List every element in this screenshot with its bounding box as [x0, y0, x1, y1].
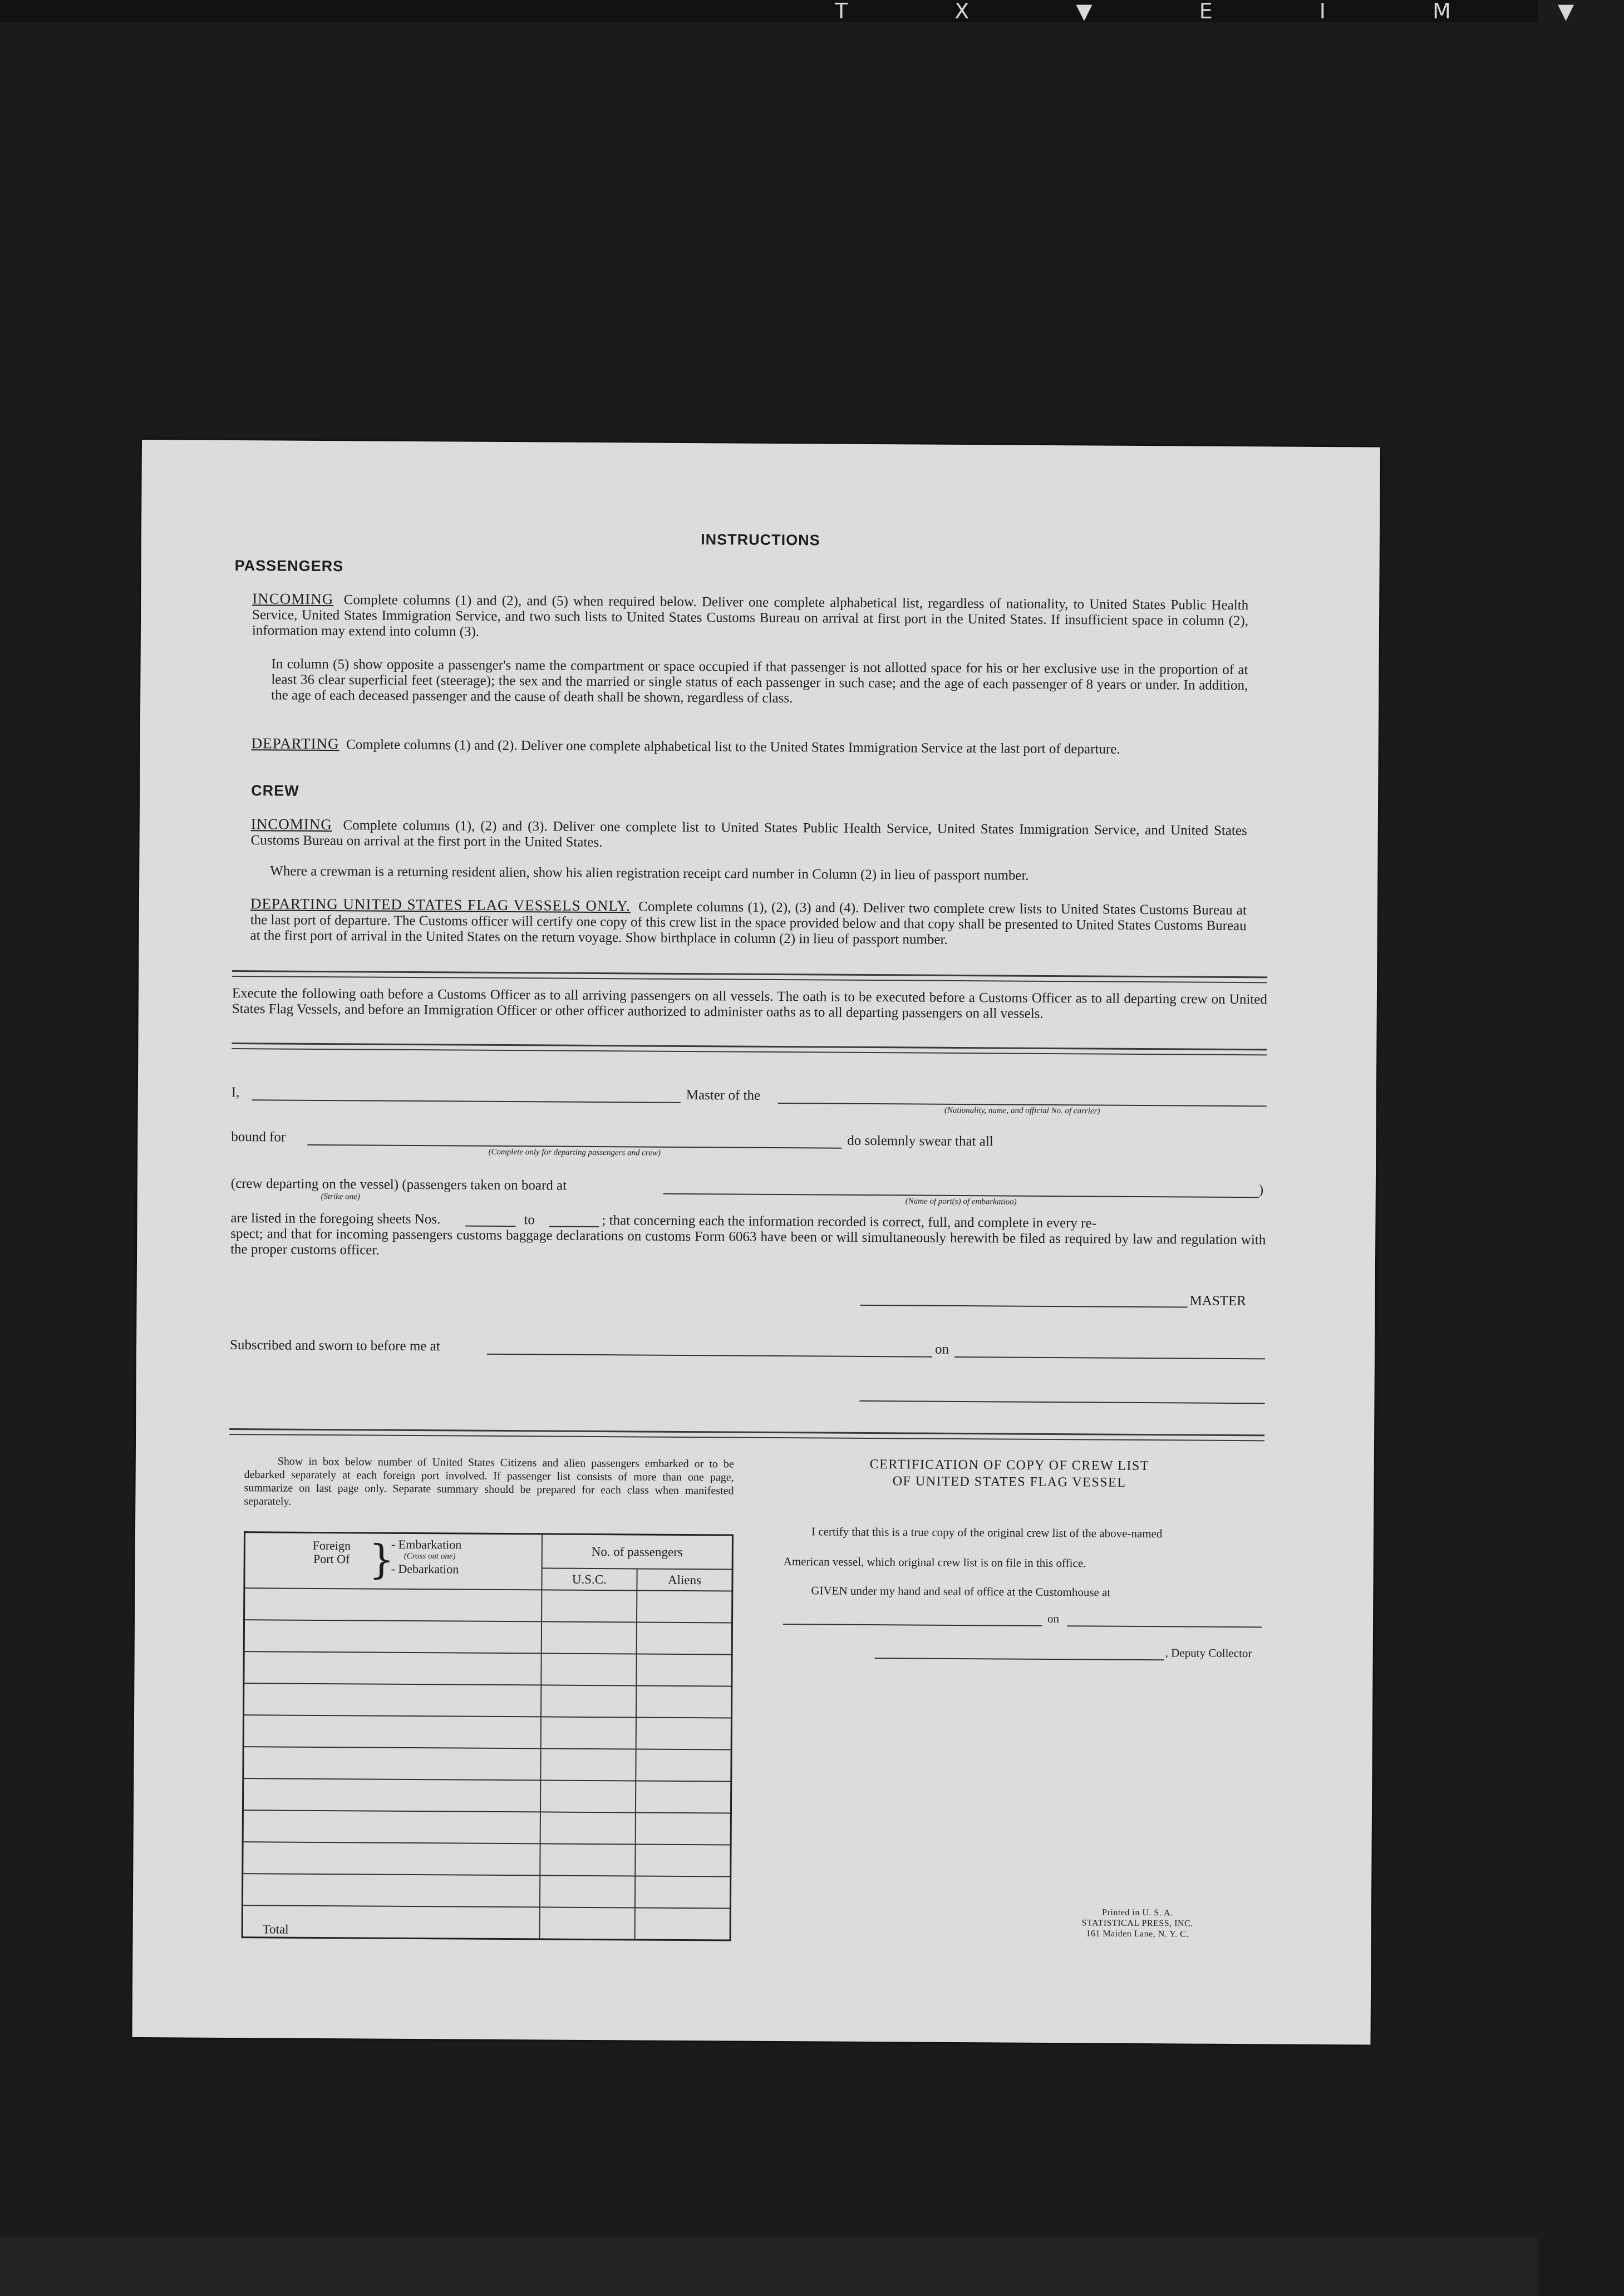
certification-heading-2: OF UNITED STATES FLAG VESSEL — [892, 1474, 1126, 1490]
port-cell[interactable] — [244, 1620, 542, 1653]
aliens-cell[interactable] — [636, 1749, 731, 1781]
column5-paragraph: In column (5) show opposite a passenger's name the compartment or space occupied if that passenger is not allotted space for his or her exclusive use in the proportion of at least 36 clear superficial feet (steerage); the sex and the married or single status of each passenger in such case; and the age of each passenger of 8 years or under. In addition, the age of each deceased passenger and the cause of death shall be shown, regardless of class. — [271, 656, 1248, 706]
cert-date-field[interactable] — [1067, 1625, 1262, 1628]
departing-label: DEPARTING — [251, 735, 339, 753]
listed-to: to — [524, 1212, 535, 1228]
sheet-from-field[interactable] — [465, 1226, 515, 1227]
summary-intro: Show in box below number of United States Citizens and alien passengers embarked or to be debarked separately at each foreign port involved. If passenger list consists of more than one page, summarize on last page only. Separate summary should be prepared for each class when manifested separately. — [244, 1455, 734, 1508]
ports-hint: (Name of port(s) of embarkation) — [905, 1197, 1017, 1207]
table-row — [243, 1778, 731, 1813]
port-cell[interactable] — [244, 1588, 542, 1621]
sheet-to-field[interactable] — [549, 1226, 599, 1227]
aliens-cell[interactable] — [636, 1654, 732, 1686]
departing-text: Complete columns (1) and (2). Deliver one complete alphabetical list to the United States Immigration Service at the last port of departure. — [346, 737, 1120, 757]
usc-header: U.S.C. — [542, 1569, 637, 1591]
aliens-cell[interactable] — [637, 1622, 732, 1654]
subscribed-place-field[interactable] — [487, 1354, 932, 1358]
table-row — [244, 1651, 732, 1686]
aliens-cell[interactable] — [637, 1590, 732, 1623]
port-header-cell — [244, 1532, 542, 1590]
departing-passengers-paragraph — [252, 735, 1248, 758]
usc-cell[interactable] — [540, 1843, 635, 1876]
deputy-collector-label: , Deputy Collector — [1165, 1646, 1252, 1660]
printer-line-1: Printed in U. S. A. — [1102, 1907, 1173, 1918]
embarkation-label: - Embarkation — [391, 1537, 462, 1552]
film-edge-code: T X ▼ E I M ▼ — [835, 0, 1624, 23]
usc-cell[interactable] — [540, 1717, 636, 1749]
subscribed-label: Subscribed and sworn to before me at — [229, 1337, 440, 1354]
subscribed-on-label: on — [934, 1341, 949, 1357]
aliens-cell[interactable] — [636, 1685, 732, 1718]
i-label: I, — [231, 1085, 240, 1100]
incoming-label: INCOMING — [252, 590, 334, 608]
departing-flag-label: DEPARTING UNITED STATES FLAG VESSELS ONLY. — [250, 895, 631, 915]
crew-incoming-paragraph — [251, 816, 1247, 854]
departing-flag-text: Complete columns (1), (2), (3) and (4). Deliver two complete crew lists to United States Customs Bureau at the last port of departure. The Customs officer will certify one copy of this crew list in the space provided below and that copy shall be presented to United States Customs Bureau at the first port of arrival in the United States on the return voyage. Show birthplace in column (2) in lieu of passport number. — [250, 899, 1247, 947]
usc-cell[interactable] — [540, 1812, 635, 1844]
given-text: GIVEN under my hand and seal of office at the Customhouse at — [811, 1584, 1111, 1599]
brace-icon: } — [368, 1536, 395, 1583]
customhouse-field[interactable] — [783, 1624, 1042, 1626]
passenger-summary-table — [242, 1531, 734, 1941]
swear-label: do solemnly swear that all — [847, 1133, 993, 1149]
aliens-cell[interactable] — [636, 1781, 731, 1813]
master-label: MASTER — [1189, 1293, 1247, 1309]
film-edge — [0, 0, 1624, 23]
officer-signature-field[interactable] — [859, 1400, 1264, 1404]
aliens-cell[interactable] — [636, 1717, 732, 1749]
divider-rule — [232, 1043, 1267, 1055]
incoming-passengers-paragraph — [252, 591, 1248, 645]
printer-line-3: 161 Maiden Lane, N. Y. C. — [1086, 1929, 1189, 1939]
close-paren: ) — [1258, 1182, 1264, 1198]
table-row — [244, 1588, 732, 1623]
form-page — [132, 440, 1380, 2045]
departing-flag-paragraph — [250, 896, 1246, 950]
usc-cell[interactable] — [542, 1621, 637, 1654]
execute-oath-paragraph: Execute the following oath before a Customs Officer as to all arriving passengers on all vessels. The oath is to be executed before a Customs Officer as to all departing crew on United States Flag Vessels, and before an Immigration Officer or other officer authorized to administer oaths as to all departing passengers on all vessels. — [232, 986, 1267, 1021]
cross-out-one-hint: (Cross out one) — [403, 1551, 456, 1561]
usc-cell[interactable] — [541, 1653, 636, 1685]
crew-incoming-label: INCOMING — [250, 815, 332, 833]
passengers-heading: PASSENGERS — [234, 557, 344, 575]
listed-text-2: ; that concerning each the information recorded is correct, full, and complete in every re- — [602, 1213, 1097, 1231]
crew-incoming-text: Complete columns (1), (2) and (3). Deliver one complete list to United States Public Health Service, United States Immigration Service, and United States Customs Bureau on arrival at the first port in the United States. — [250, 818, 1247, 850]
bound-for-label: bound for — [231, 1129, 286, 1145]
crewman-paragraph: Where a crewman is a returning resident alien, show his alien registration receipt card number in Column (2) in lieu of passport number. — [270, 863, 1029, 883]
subscribed-date-field[interactable] — [954, 1356, 1265, 1359]
table-row — [242, 1874, 730, 1908]
crew-departing-label: (crew departing on the vessel) (passengers taken on board at — [230, 1176, 567, 1193]
master-signature-field[interactable] — [860, 1305, 1188, 1308]
cert-on-label: on — [1047, 1611, 1060, 1626]
divider-rule — [232, 970, 1267, 983]
usc-cell[interactable] — [540, 1780, 636, 1812]
certify-text-2: American vessel, which original crew list is on file in this office. — [783, 1555, 1086, 1570]
table-row — [243, 1715, 731, 1749]
aliens-header: Aliens — [637, 1569, 732, 1591]
deputy-signature-field[interactable] — [875, 1658, 1164, 1660]
port-cell[interactable] — [244, 1651, 542, 1685]
usc-total-cell[interactable] — [539, 1907, 634, 1940]
total-label: Total — [242, 1905, 540, 1939]
usc-cell[interactable] — [540, 1875, 635, 1907]
usc-cell[interactable] — [541, 1685, 636, 1717]
crew-heading: CREW — [251, 782, 299, 799]
certification-heading-1: CERTIFICATION OF COPY OF CREW LIST — [869, 1457, 1149, 1474]
table-row — [244, 1683, 732, 1718]
incoming-text: Complete columns (1) and (2), and (5) when required below. Deliver one complete alphabetical list, regardless of nationality, to United States Public Health Service, United States Immigration Service, and two such lists to United States Customs Bureau on arrival at first port in the United States. If insufficient space in column (2), information may extend into column (3). — [252, 592, 1249, 640]
table-row — [243, 1842, 731, 1876]
port-cell[interactable] — [243, 1810, 540, 1843]
aliens-total-cell[interactable] — [634, 1907, 730, 1940]
table-row — [244, 1620, 732, 1654]
aliens-cell[interactable] — [636, 1812, 731, 1845]
printer-line-2: STATISTICAL PRESS, INC. — [1081, 1918, 1193, 1929]
table-row — [243, 1747, 731, 1781]
strike-one-hint: (Strike one) — [321, 1192, 360, 1202]
certify-text-1: I certify that this is a true copy of the original crew list of the above-named — [811, 1525, 1163, 1541]
port-cell[interactable] — [242, 1874, 540, 1907]
printer-imprint — [1046, 1907, 1229, 1940]
film-bottom-strip — [0, 2238, 1538, 2296]
port-cell[interactable] — [243, 1747, 541, 1780]
foreign-port-of: Foreign Port Of — [312, 1538, 351, 1566]
divider-rule — [229, 1428, 1264, 1441]
complete-only-hint: (Complete only for departing passengers and crew) — [488, 1147, 661, 1158]
total-row — [242, 1905, 730, 1940]
table-row — [243, 1810, 731, 1845]
debarkation-label: - Debarkation — [391, 1561, 459, 1576]
usc-cell[interactable] — [540, 1748, 636, 1781]
port-cell[interactable] — [243, 1842, 540, 1875]
aliens-cell[interactable] — [635, 1876, 731, 1908]
master-of-label: Master of the — [686, 1087, 761, 1103]
usc-cell[interactable] — [542, 1590, 637, 1622]
no-of-passengers-header: No. of passengers — [542, 1534, 732, 1570]
aliens-cell[interactable] — [635, 1844, 731, 1876]
port-cell[interactable] — [243, 1715, 541, 1748]
instructions-title: INSTRUCTIONS — [701, 531, 820, 549]
port-cell[interactable] — [243, 1778, 540, 1812]
listed-text-3: spect; and that for incoming passengers customs baggage declarations on customs Form 6063 have been or will simultaneously herewith be filed as required by law and regulation with the proper customs officer. — [230, 1226, 1266, 1258]
nationality-hint: (Nationality, name, and official No. of carrier) — [944, 1105, 1100, 1116]
master-name-field[interactable] — [252, 1099, 681, 1103]
listed-text-1: are listed in the foregoing sheets Nos. — [230, 1211, 441, 1227]
port-cell[interactable] — [244, 1683, 542, 1717]
